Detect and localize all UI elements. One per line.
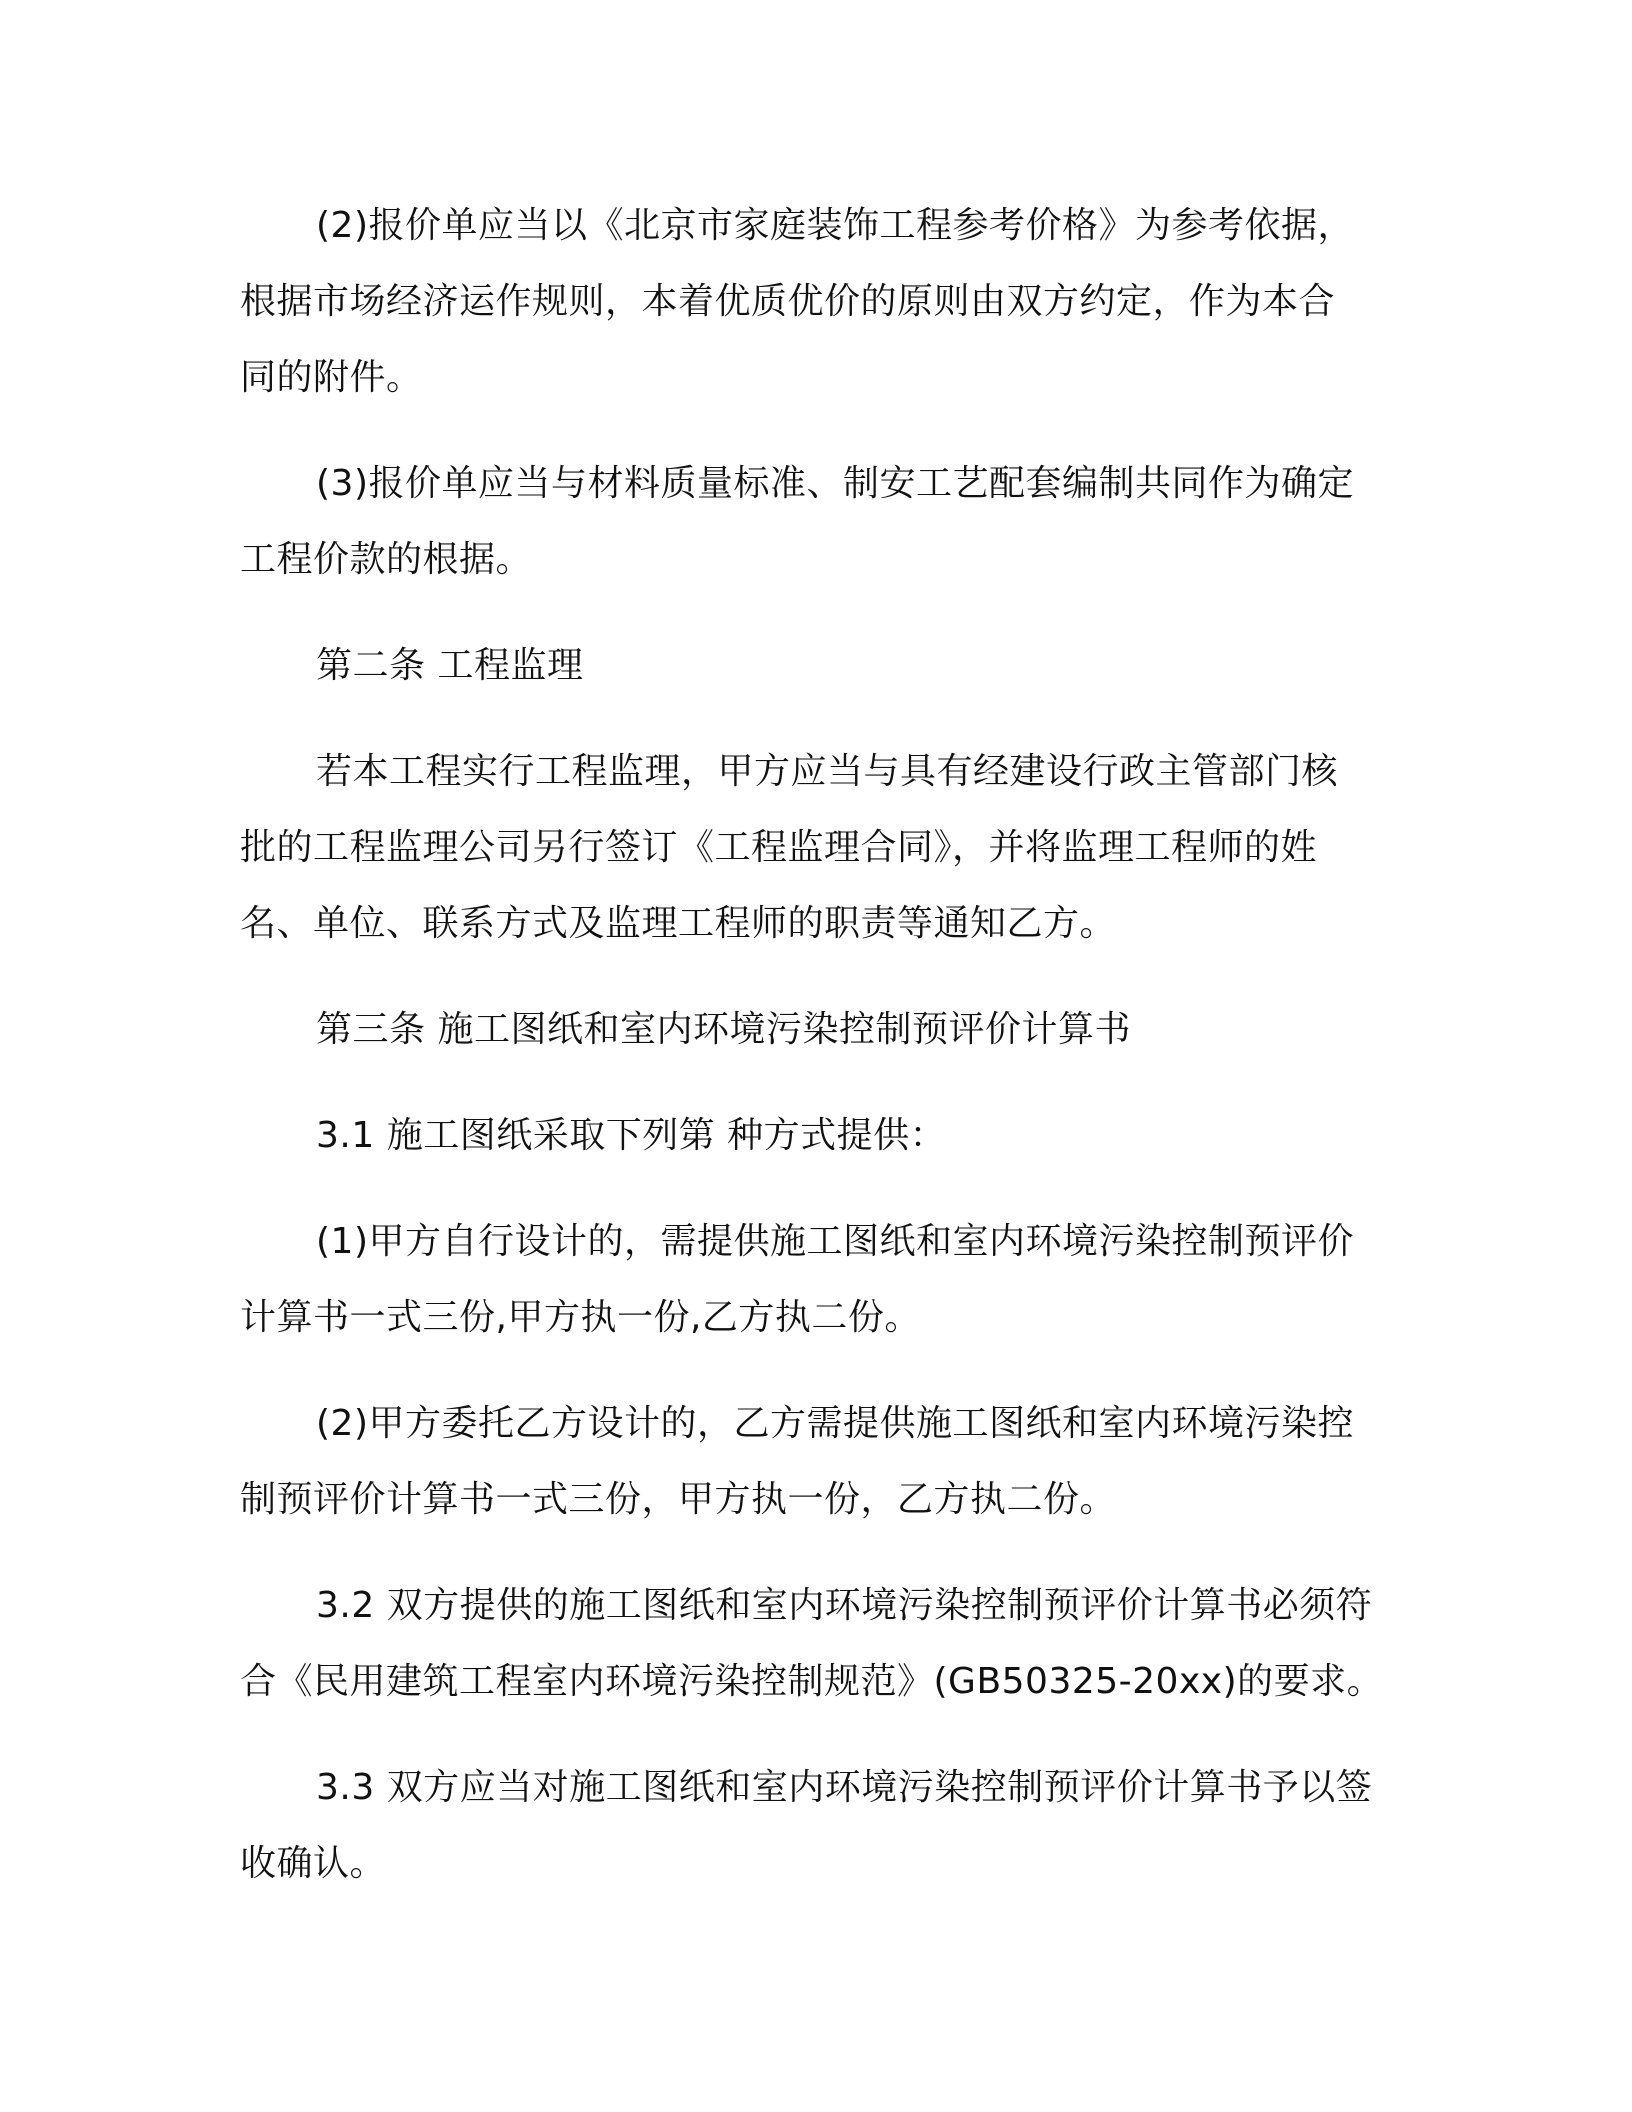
paragraph-3-1-option-2 <box>240 1386 1382 1538</box>
paragraph-spacer <box>240 598 1382 628</box>
text-line: 3.1 施工图纸采取下列第 种方式提供： <box>316 1115 947 1156</box>
text-line: (2)报价单应当以《北京市家庭装饰工程参考价格》为参考依据， <box>316 205 1354 246</box>
text-line: 合《民用建筑工程室内环境污染控制规范》(GB50325-20xx)的要求。 <box>240 1661 1384 1702</box>
paragraph-spacer <box>240 1356 1382 1386</box>
paragraph-spacer <box>240 704 1382 734</box>
text-line: (3)报价单应当与材料质量标准、制安工艺配套编制共同作为确定 <box>316 463 1354 504</box>
paragraph-quote-standard <box>240 446 1382 598</box>
text-line: 第二条 工程监理 <box>316 645 584 686</box>
document-body <box>240 188 1382 1902</box>
paragraph-spacer <box>240 416 1382 446</box>
text-line: 收确认。 <box>240 1843 387 1884</box>
section-heading-article-2 <box>240 628 1382 704</box>
paragraph-3-1 <box>240 1098 1382 1174</box>
text-line: 根据市场经济运作规则，本着优质优价的原则由双方约定，作为本合 <box>240 281 1336 322</box>
text-line: 工程价款的根据。 <box>240 539 533 580</box>
paragraph-spacer <box>240 1538 1382 1568</box>
paragraph-spacer <box>240 1068 1382 1098</box>
text-line: 若本工程实行工程监理，甲方应当与具有经建设行政主管部门核 <box>316 751 1339 792</box>
paragraph-3-1-option-1 <box>240 1204 1382 1356</box>
text-line: 批的工程监理公司另行签订《工程监理合同》，并将监理工程师的姓 <box>240 827 1318 868</box>
paragraph-3-2 <box>240 1568 1382 1720</box>
paragraph-quote-basis <box>240 188 1382 416</box>
text-line: (1)甲方自行设计的，需提供施工图纸和室内环境污染控制预评价 <box>316 1221 1354 1262</box>
paragraph-spacer <box>240 1174 1382 1204</box>
text-line: 3.3 双方应当对施工图纸和室内环境污染控制预评价计算书予以签 <box>316 1767 1373 1808</box>
text-line: 名、单位、联系方式及监理工程师的职责等通知乙方。 <box>240 903 1117 944</box>
text-line: 计算书一式三份,甲方执一份,乙方执二份。 <box>240 1297 921 1338</box>
text-line: (2)甲方委托乙方设计的，乙方需提供施工图纸和室内环境污染控 <box>316 1403 1354 1444</box>
text-line: 制预评价计算书一式三份，甲方执一份，乙方执二份。 <box>240 1479 1117 1520</box>
paragraph-supervision <box>240 734 1382 962</box>
paragraph-spacer <box>240 962 1382 992</box>
text-line: 3.2 双方提供的施工图纸和室内环境污染控制预评价计算书必须符 <box>316 1585 1373 1626</box>
text-line: 同的附件。 <box>240 357 423 398</box>
paragraph-3-3 <box>240 1750 1382 1902</box>
paragraph-spacer <box>240 1720 1382 1750</box>
section-heading-article-3 <box>240 992 1382 1068</box>
text-line: 第三条 施工图纸和室内环境污染控制预评价计算书 <box>316 1009 1131 1050</box>
